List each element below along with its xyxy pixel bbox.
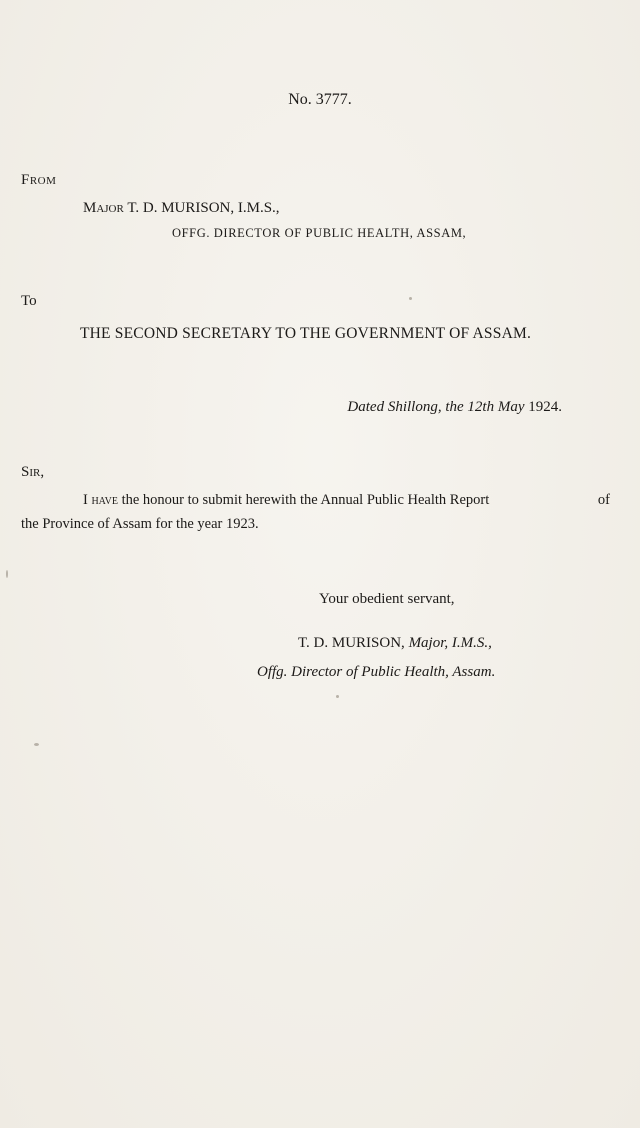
paper-speck — [34, 743, 39, 746]
paper-speck — [409, 297, 412, 300]
from-label: From — [21, 172, 57, 188]
to-label: To — [21, 293, 37, 309]
signature-name: T. D. MURISON, — [298, 635, 405, 651]
body-line-1-end: of — [597, 492, 610, 508]
signature-rank: Major, I.M.S., — [408, 635, 492, 651]
signature-title: Offg. Director of Public Health, Assam. — [257, 664, 496, 680]
body-first-word: I have — [83, 492, 118, 508]
sender-title: OFFG. DIRECTOR OF PUBLIC HEALTH, ASSAM, — [172, 226, 467, 240]
closing: Your obedient servant, — [319, 591, 455, 607]
date-line — [347, 400, 562, 415]
date-prefix: Dated Shillong, the — [347, 399, 464, 415]
sender-fullname: T. D. MURISON, I.M.S., — [127, 200, 280, 216]
signature-name-line — [298, 636, 492, 651]
date-year: 1924. — [528, 399, 562, 415]
salutation: Sir, — [21, 464, 45, 480]
body-line-1-text: the honour to submit herewith the Annual Public Health Report — [121, 492, 490, 508]
date-day: 12th — [467, 399, 495, 415]
date-month: May — [497, 399, 525, 415]
body-line-2: the Province of Assam for the year 1923. — [21, 516, 259, 532]
body-line-1 — [83, 493, 489, 508]
sender-rank: Major — [83, 200, 124, 216]
paper-speck — [6, 570, 8, 578]
recipient-name: THE SECOND SECRETARY TO THE GOVERNMENT OF ASSAM. — [80, 325, 532, 342]
sender-name — [83, 201, 280, 216]
paper-speck — [336, 695, 339, 698]
letter-number: No. 3777. — [288, 91, 352, 108]
